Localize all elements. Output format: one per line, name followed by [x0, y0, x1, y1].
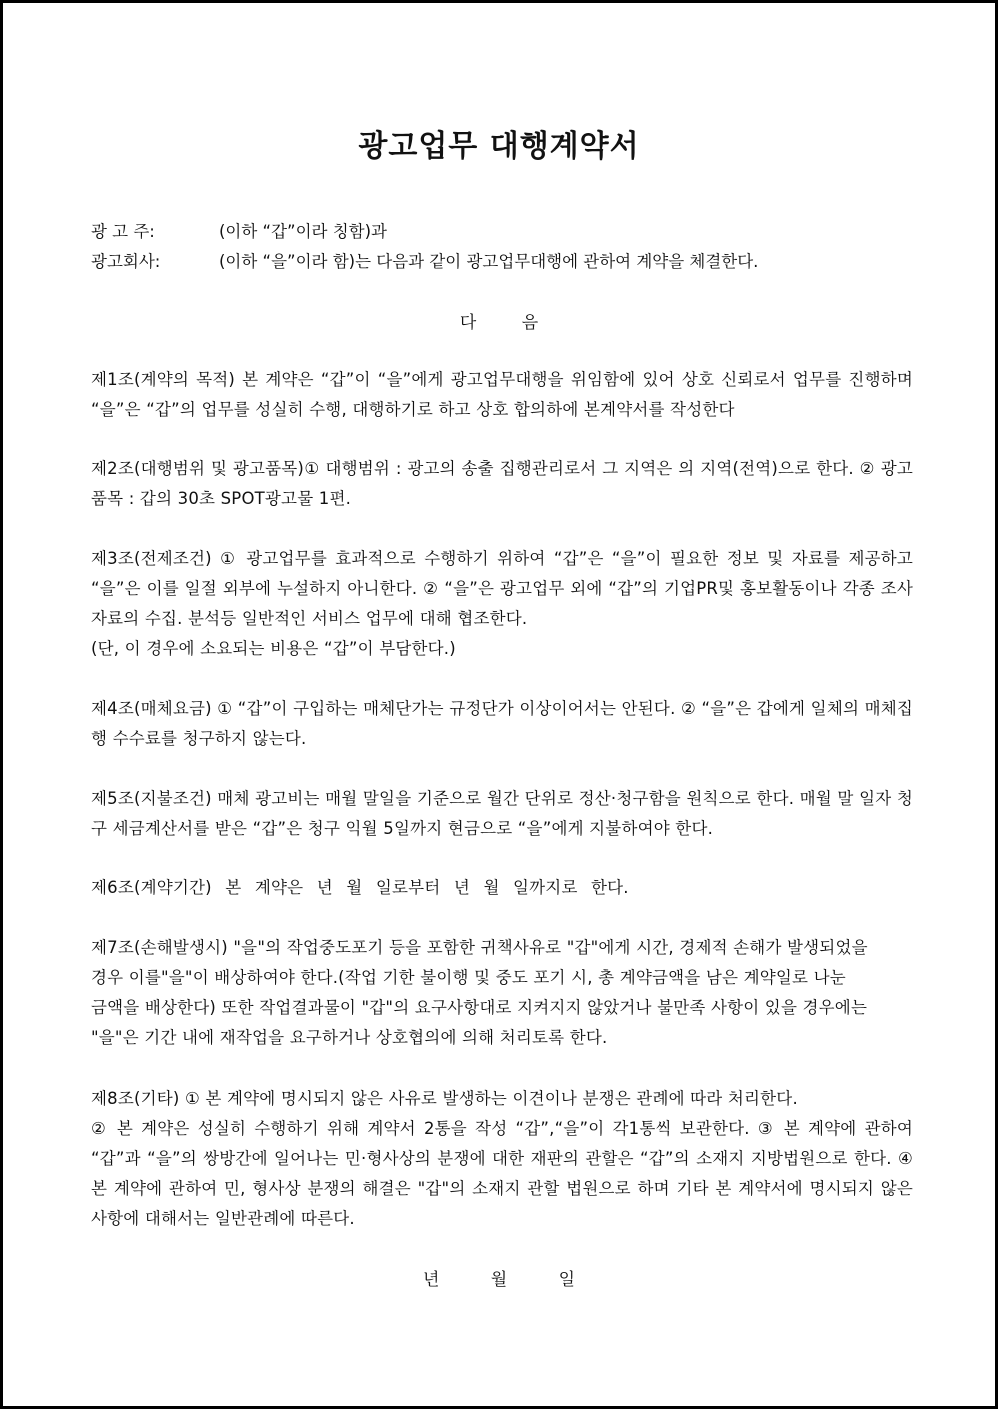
article-8	[91, 1084, 913, 1234]
article-1	[91, 365, 913, 425]
article-8-text: ② 본 계약은 성실히 수행하기 위해 계약서 2통을 작성 “갑”,“을”이 각1통씩 보관한다. ③ 본 계약에 관하여 “갑”과 “을”의 쌍방간에 일어나는 민·형사상의 분쟁에 대한 재판의 관할은 “갑”의 소재지 지방법원으로 한다. ④ 본 계약에 관하여 민, 형사상 분쟁의 해결은 "갑"의 소재지 관할 법원으로 하며 기타 본 계약서에 명시되지 않은 사항에 대해서는 일반관례에 따른다.	[91, 1119, 913, 1228]
article-6	[91, 873, 913, 903]
agency-line	[91, 248, 758, 272]
article-3-note: (단, 이 경우에 소요되는 비용은 “갑”이 부담한다.)	[91, 639, 456, 658]
section-heading: 다 음	[459, 313, 539, 333]
article-5	[91, 784, 913, 844]
article-2	[91, 454, 913, 514]
article-3-text: 제3조(전제조건) ① 광고업무를 효과적으로 수행하기 위하여 “갑”은 “을”이 필요한 정보 및 자료를 제공하고 “을”은 이를 일절 외부에 누설하지 아니한다. ② “을”은 광고업무 외에 “갑”의 기업PR및 홍보활동이나 각종 조사 자료의 수집. 분석등 일반적인 서비스 업무에 대해 협조한다.	[91, 549, 913, 628]
advertiser-text: (이하 “갑”이라 칭함)과	[219, 222, 387, 241]
article-7-line-2: 경우 이를"을"이 배상하여야 한다.(작업 기한 불이행 및 중도 포기 시, 총 계약금액을 남은 계약일로 나눈	[91, 968, 846, 987]
article-7-line-1: 제7조(손해발생시) "을"의 작업중도포기 등을 포함한 귀책사유로 "갑"에게 시간, 경제적 손해가 발생되었을	[91, 938, 868, 957]
agency-text: (이하 “을”이라 함)는 다음과 같이 광고업무대행에 관하여 계약을 체결한다.	[219, 252, 759, 271]
article-4	[91, 694, 913, 754]
article-6-text: 제6조(계약기간) 본 계약은 년 월 일로부터 년 월 일까지로 한다.	[91, 878, 629, 897]
article-3	[91, 544, 913, 664]
article-1-text: 제1조(계약의 목적) 본 계약은 “갑”이 “을”에게 광고업무대행을 위임함에 있어 상호 신뢰로서 업무를 진행하며 “을”은 “갑”의 업무를 성실히 수행, 대행하기로 하고 상호 합의하에 본계약서를 작성한다	[91, 370, 913, 419]
article-7-line-4: "을"은 기간 내에 재작업을 요구하거나 상호협의에 의해 처리토록 한다.	[91, 1028, 608, 1047]
article-4-text: 제4조(매체요금) ① “갑”이 구입하는 매체단가는 규정단가 이상이어서는 안된다. ② “을”은 갑에게 일체의 매체집행 수수료를 청구하지 않는다.	[91, 699, 913, 748]
article-5-text: 제5조(지불조건) 매체 광고비는 매월 말일을 기준으로 월간 단위로 정산·청구함을 원칙으로 한다. 매월 말 일자 청구 세금계산서를 받은 “갑”은 청구 익월 5일까지 현금으로 “을”에게 지불하여야 한다.	[91, 789, 913, 838]
advertiser-line	[91, 218, 387, 242]
article-8-line-1: 제8조(기타) ① 본 계약에 명시되지 않은 사유로 발생하는 이견이나 분쟁은 관례에 따라 처리한다.	[91, 1089, 798, 1108]
document-title: 광고업무 대행계약서	[358, 129, 640, 164]
article-7-line-3: 금액을 배상한다) 또한 작업결과물이 "갑"의 요구사항대로 지켜지지 않았거나 불만족 사항이 있을 경우에는	[91, 998, 868, 1017]
article-2-text: 제2조(대행범위 및 광고품목)① 대행범위 : 광고의 송출 집행관리로서 그 지역은 의 지역(전역)으로 한다. ② 광고품목 : 갑의 30초 SPOT광고물 1편.	[91, 459, 913, 508]
advertiser-label: 광 고 주:	[91, 222, 155, 241]
signing-date: 년 월 일	[422, 1270, 576, 1290]
agency-label: 광고회사:	[91, 252, 161, 271]
article-7	[91, 933, 913, 1053]
